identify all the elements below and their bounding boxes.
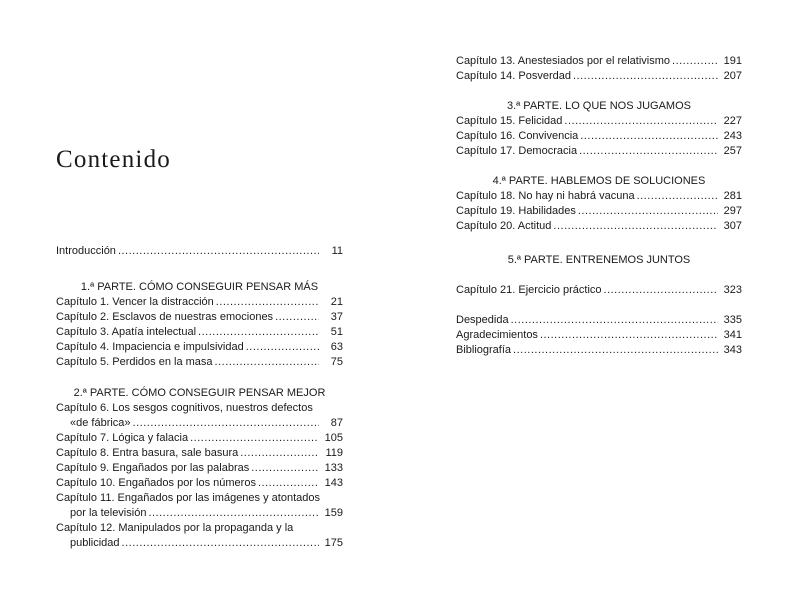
- entry-page: 105: [324, 432, 343, 444]
- entry-page: 281: [723, 190, 742, 202]
- entry-title: Agradecimientos: [456, 329, 538, 341]
- entry-title: Capítulo 20. Actitud: [456, 220, 552, 232]
- dot-leader: [553, 219, 718, 234]
- dot-leader: [604, 283, 718, 298]
- entry-title: Introducción: [56, 245, 116, 257]
- entry-title: Capítulo 7. Lógica y falacia: [56, 432, 189, 444]
- entry-page: 159: [324, 507, 343, 519]
- toc-entry-multiline[interactable]: [56, 401, 343, 431]
- toc-entry[interactable]: [56, 355, 343, 370]
- dot-leader: [148, 506, 319, 521]
- toc-entry[interactable]: [456, 219, 742, 234]
- toc-entry[interactable]: [56, 295, 343, 310]
- part-2-heading: 2.ª PARTE. CÓMO CONSEGUIR PENSAR MEJOR: [73, 387, 326, 399]
- dot-leader: [216, 295, 319, 310]
- dot-leader: [215, 355, 319, 370]
- entry-title-line2: «de fábrica»: [70, 417, 131, 429]
- toc-entry[interactable]: [456, 204, 742, 219]
- entry-page: 297: [723, 205, 742, 217]
- entry-title: Capítulo 1. Vencer la distracción: [56, 296, 214, 308]
- entry-title-line2: por la televisión: [70, 507, 147, 519]
- dot-leader: [246, 340, 319, 355]
- toc-entry[interactable]: [56, 461, 343, 476]
- dot-leader: [275, 310, 319, 325]
- entry-title: Capítulo 16. Convivencia: [456, 130, 579, 142]
- toc-entry-multiline[interactable]: [56, 491, 343, 521]
- entry-title: Capítulo 15. Felicidad: [456, 115, 563, 127]
- entry-page: 323: [723, 284, 742, 296]
- entry-title: Capítulo 10. Engañados por los números: [56, 477, 256, 489]
- entry-page: 87: [330, 417, 343, 429]
- entry-page: 119: [325, 447, 343, 459]
- toc-entry[interactable]: [456, 114, 742, 129]
- dot-leader: [133, 416, 319, 431]
- toc-entry[interactable]: [456, 129, 742, 144]
- entry-title: Despedida: [456, 314, 509, 326]
- entry-page: 75: [330, 356, 343, 368]
- part-3-heading: 3.ª PARTE. LO QUE NOS JUGAMOS: [507, 100, 691, 112]
- entry-page: 191: [723, 55, 742, 67]
- page-title: Contenido: [56, 146, 171, 173]
- dot-leader: [511, 313, 718, 328]
- dot-leader: [118, 244, 319, 259]
- entry-title: Capítulo 4. Impaciencia e impulsividad: [56, 341, 244, 353]
- toc-entry[interactable]: [56, 310, 343, 325]
- toc-entry[interactable]: [56, 431, 343, 446]
- entry-page: 37: [330, 311, 343, 323]
- toc-entry-intro[interactable]: [56, 244, 343, 259]
- toc-entry-bibliografia[interactable]: [456, 343, 742, 358]
- entry-title: Bibliografía: [456, 344, 512, 356]
- toc-entry[interactable]: [56, 446, 343, 461]
- entry-page: 51: [330, 326, 343, 338]
- dot-leader: [122, 536, 319, 551]
- dot-leader: [580, 129, 718, 144]
- entry-page: 335: [723, 314, 742, 326]
- toc-entry-despedida[interactable]: [456, 313, 742, 328]
- entry-title: Capítulo 5. Perdidos en la masa: [56, 356, 213, 368]
- entry-page: 343: [723, 344, 742, 356]
- dot-leader: [190, 431, 319, 446]
- entry-title: Capítulo 9. Engañados por las palabras: [56, 462, 250, 474]
- part-5-heading: 5.ª PARTE. ENTRENEMOS JUNTOS: [507, 254, 691, 266]
- toc-entry-agradecimientos[interactable]: [456, 328, 742, 343]
- entry-page: 243: [723, 130, 742, 142]
- entry-page: 341: [723, 329, 742, 341]
- dot-leader: [513, 343, 718, 358]
- part-1-heading: 1.ª PARTE. CÓMO CONSEGUIR PENSAR MÁS: [80, 281, 319, 293]
- dot-leader: [672, 54, 718, 69]
- entry-title: Capítulo 8. Entra basura, sale basura: [56, 447, 239, 459]
- toc-entry[interactable]: [456, 283, 742, 298]
- dot-leader: [240, 446, 319, 461]
- entry-title: Capítulo 13. Anestesiados por el relativismo: [456, 55, 671, 67]
- dot-leader: [258, 476, 319, 491]
- toc-entry-multiline[interactable]: [56, 521, 343, 551]
- entry-page: 21: [330, 296, 343, 308]
- entry-title-line1: Capítulo 12. Manipulados por la propaganda y la: [56, 522, 294, 534]
- entry-title: Capítulo 14. Posverdad: [456, 70, 571, 82]
- entry-page: 133: [324, 462, 343, 474]
- toc-entry[interactable]: [56, 476, 343, 491]
- entry-page: 175: [324, 537, 343, 549]
- entry-page: 11: [331, 245, 343, 257]
- entry-page: 207: [723, 70, 742, 82]
- entry-page: 63: [330, 341, 343, 353]
- entry-title: Capítulo 17. Democracia: [456, 145, 578, 157]
- dot-leader: [637, 189, 718, 204]
- toc-entry[interactable]: [56, 340, 343, 355]
- entry-title: Capítulo 3. Apatía intelectual: [56, 326, 197, 338]
- part-4-heading: 4.ª PARTE. HABLEMOS DE SOLUCIONES: [492, 175, 706, 187]
- entry-title: Capítulo 18. No hay ni habrá vacuna: [456, 190, 635, 202]
- toc-entry[interactable]: [456, 144, 742, 159]
- entry-title: Capítulo 19. Habilidades: [456, 205, 576, 217]
- entry-title-line1: Capítulo 6. Los sesgos cognitivos, nuestros defectos: [56, 402, 313, 414]
- dot-leader: [579, 144, 718, 159]
- entry-page: 307: [723, 220, 742, 232]
- dot-leader: [564, 114, 718, 129]
- toc-left-column: [56, 244, 343, 551]
- toc-entry[interactable]: [56, 325, 343, 340]
- dot-leader: [540, 328, 718, 343]
- entry-title-line2: publicidad: [70, 537, 120, 549]
- dot-leader: [198, 325, 319, 340]
- toc-entry[interactable]: [456, 189, 742, 204]
- toc-entry[interactable]: [456, 54, 742, 69]
- toc-entry[interactable]: [456, 69, 742, 84]
- toc-right-column: [456, 54, 742, 358]
- entry-title-line1: Capítulo 11. Engañados por las imágenes y atontados: [56, 492, 320, 504]
- entry-page: 257: [723, 145, 742, 157]
- dot-leader: [578, 204, 718, 219]
- entry-page: 143: [324, 477, 343, 489]
- entry-title: Capítulo 21. Ejercicio práctico: [456, 284, 602, 296]
- entry-page: 227: [723, 115, 742, 127]
- entry-title: Capítulo 2. Esclavos de nuestras emociones: [56, 311, 274, 323]
- dot-leader: [573, 69, 718, 84]
- dot-leader: [251, 461, 319, 476]
